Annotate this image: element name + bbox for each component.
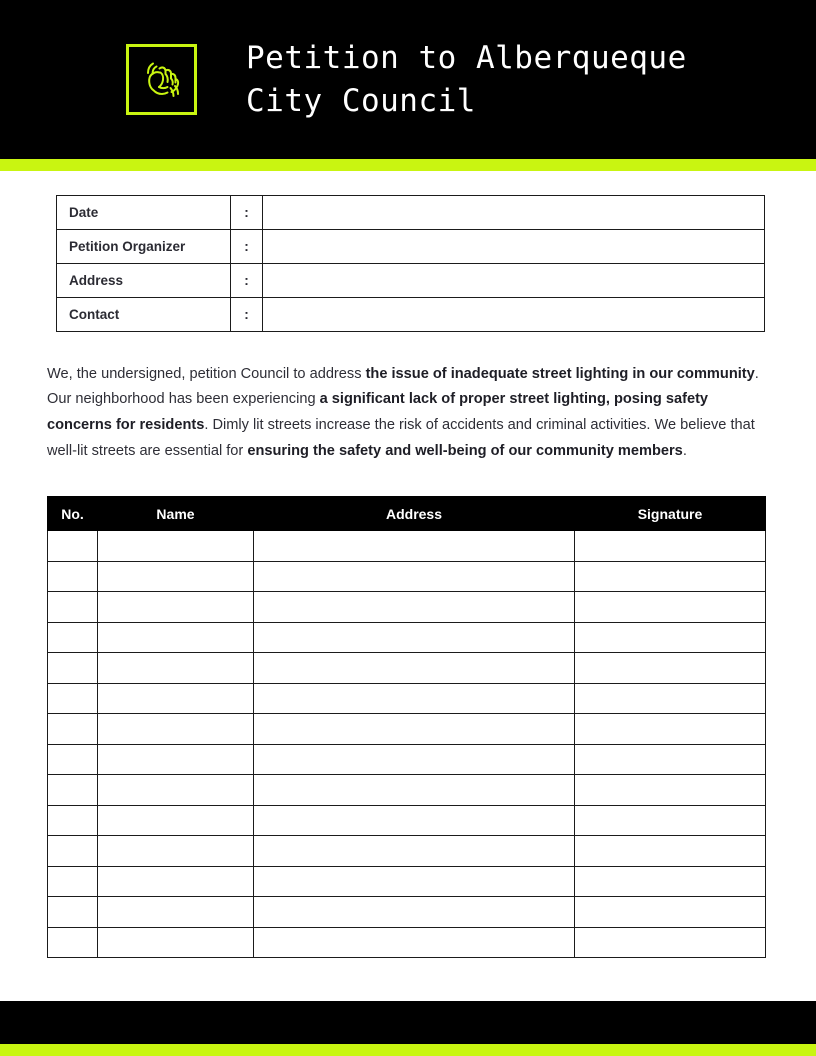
signature-cell-name[interactable] — [98, 866, 254, 897]
signature-cell-address[interactable] — [254, 561, 575, 592]
statement-text: . — [682, 442, 687, 459]
info-separator: : — [231, 230, 263, 264]
signature-cell-signature[interactable] — [575, 836, 766, 867]
signature-cell-name[interactable] — [98, 592, 254, 623]
signature-cell-no[interactable] — [48, 531, 98, 562]
table-row — [48, 805, 766, 836]
column-header-address: Address — [254, 497, 575, 531]
signature-cell-address[interactable] — [254, 653, 575, 684]
signature-cell-address[interactable] — [254, 622, 575, 653]
signature-cell-no[interactable] — [48, 927, 98, 958]
signature-cell-no[interactable] — [48, 836, 98, 867]
signature-cell-address[interactable] — [254, 775, 575, 806]
signature-cell-signature[interactable] — [575, 927, 766, 958]
page-title-line-2: City Council — [246, 82, 476, 119]
info-label-address: Address — [57, 264, 231, 298]
signature-cell-signature[interactable] — [575, 714, 766, 745]
signature-cell-signature[interactable] — [575, 561, 766, 592]
signature-cell-signature[interactable] — [575, 592, 766, 623]
raised-fist-icon — [137, 55, 187, 105]
statement-text: . Our neighborhood has been experiencing — [47, 365, 759, 408]
signature-cell-no[interactable] — [48, 592, 98, 623]
signature-cell-name[interactable] — [98, 805, 254, 836]
signature-cell-address[interactable] — [254, 836, 575, 867]
signature-cell-no[interactable] — [48, 622, 98, 653]
signature-cell-address[interactable] — [254, 927, 575, 958]
table-row — [48, 622, 766, 653]
signature-cell-address[interactable] — [254, 805, 575, 836]
table-row — [48, 836, 766, 867]
signature-cell-no[interactable] — [48, 866, 98, 897]
signature-cell-address[interactable] — [254, 592, 575, 623]
table-row — [48, 897, 766, 928]
signature-cell-name[interactable] — [98, 622, 254, 653]
signature-cell-no[interactable] — [48, 897, 98, 928]
table-row — [48, 775, 766, 806]
column-header-no: No. — [48, 497, 98, 531]
signature-cell-signature[interactable] — [575, 683, 766, 714]
table-row — [57, 196, 765, 230]
signature-cell-name[interactable] — [98, 531, 254, 562]
table-row — [48, 592, 766, 623]
signature-cell-no[interactable] — [48, 805, 98, 836]
signature-cell-signature[interactable] — [575, 653, 766, 684]
table-row — [57, 298, 765, 332]
statement-text: . Dimly lit streets increase the risk of accidents and criminal activities. We believe that well-lit streets are essential for — [47, 417, 755, 459]
signature-cell-no[interactable] — [48, 561, 98, 592]
table-row — [48, 683, 766, 714]
signature-cell-name[interactable] — [98, 653, 254, 684]
info-label-date: Date — [57, 196, 231, 230]
statement-emphasis: a significant lack of proper street lighting, posing safety concerns for residents — [47, 391, 709, 434]
page-footer — [0, 1001, 816, 1044]
signature-cell-address[interactable] — [254, 897, 575, 928]
info-value-contact[interactable] — [263, 298, 765, 332]
page-title-line-1: Petition to Alberqueque — [246, 39, 687, 76]
signature-cell-name[interactable] — [98, 714, 254, 745]
signature-cell-no[interactable] — [48, 653, 98, 684]
table-row — [48, 531, 766, 562]
signature-cell-no[interactable] — [48, 775, 98, 806]
signature-cell-no[interactable] — [48, 714, 98, 745]
header-accent-stripe — [0, 159, 816, 171]
statement-emphasis: the issue of inadequate street lighting in our community — [365, 365, 755, 382]
statement-text: We, the undersigned, petition Council to address — [47, 365, 366, 382]
signature-cell-signature[interactable] — [575, 775, 766, 806]
signature-cell-address[interactable] — [254, 683, 575, 714]
petition-info-table — [56, 195, 765, 332]
signature-cell-name[interactable] — [98, 775, 254, 806]
page-header — [0, 0, 816, 159]
signature-cell-address[interactable] — [254, 531, 575, 562]
column-header-signature: Signature — [575, 497, 766, 531]
info-value-date[interactable] — [263, 196, 765, 230]
signature-cell-name[interactable] — [98, 683, 254, 714]
info-separator: : — [231, 196, 263, 230]
signature-cell-address[interactable] — [254, 866, 575, 897]
info-label-petition-organizer: Petition Organizer — [57, 230, 231, 264]
petition-statement — [47, 362, 762, 465]
table-row — [48, 714, 766, 745]
statement-emphasis: ensuring the safety and well-being of our community members — [247, 442, 683, 459]
table-row — [48, 744, 766, 775]
table-row — [57, 264, 765, 298]
signature-cell-name[interactable] — [98, 561, 254, 592]
signature-cell-name[interactable] — [98, 927, 254, 958]
signature-cell-address[interactable] — [254, 714, 575, 745]
signature-cell-name[interactable] — [98, 744, 254, 775]
info-separator: : — [231, 264, 263, 298]
signature-cell-no[interactable] — [48, 744, 98, 775]
signature-cell-no[interactable] — [48, 683, 98, 714]
signature-cell-address[interactable] — [254, 744, 575, 775]
signature-cell-signature[interactable] — [575, 897, 766, 928]
info-label-contact: Contact — [57, 298, 231, 332]
info-value-address[interactable] — [263, 264, 765, 298]
signature-cell-signature[interactable] — [575, 622, 766, 653]
signature-cell-name[interactable] — [98, 836, 254, 867]
info-value-petition-organizer[interactable] — [263, 230, 765, 264]
signature-table — [47, 496, 766, 958]
footer-accent-stripe — [0, 1044, 816, 1056]
signature-cell-signature[interactable] — [575, 866, 766, 897]
logo-frame — [126, 44, 197, 115]
table-row — [57, 230, 765, 264]
table-row — [48, 927, 766, 958]
page-title — [246, 37, 687, 123]
signature-cell-signature[interactable] — [575, 531, 766, 562]
signature-cell-signature[interactable] — [575, 805, 766, 836]
signature-table-header-row — [48, 497, 766, 531]
table-row — [48, 866, 766, 897]
table-row — [48, 653, 766, 684]
info-separator: : — [231, 298, 263, 332]
signature-cell-signature[interactable] — [575, 744, 766, 775]
signature-cell-name[interactable] — [98, 897, 254, 928]
column-header-name: Name — [98, 497, 254, 531]
table-row — [48, 561, 766, 592]
